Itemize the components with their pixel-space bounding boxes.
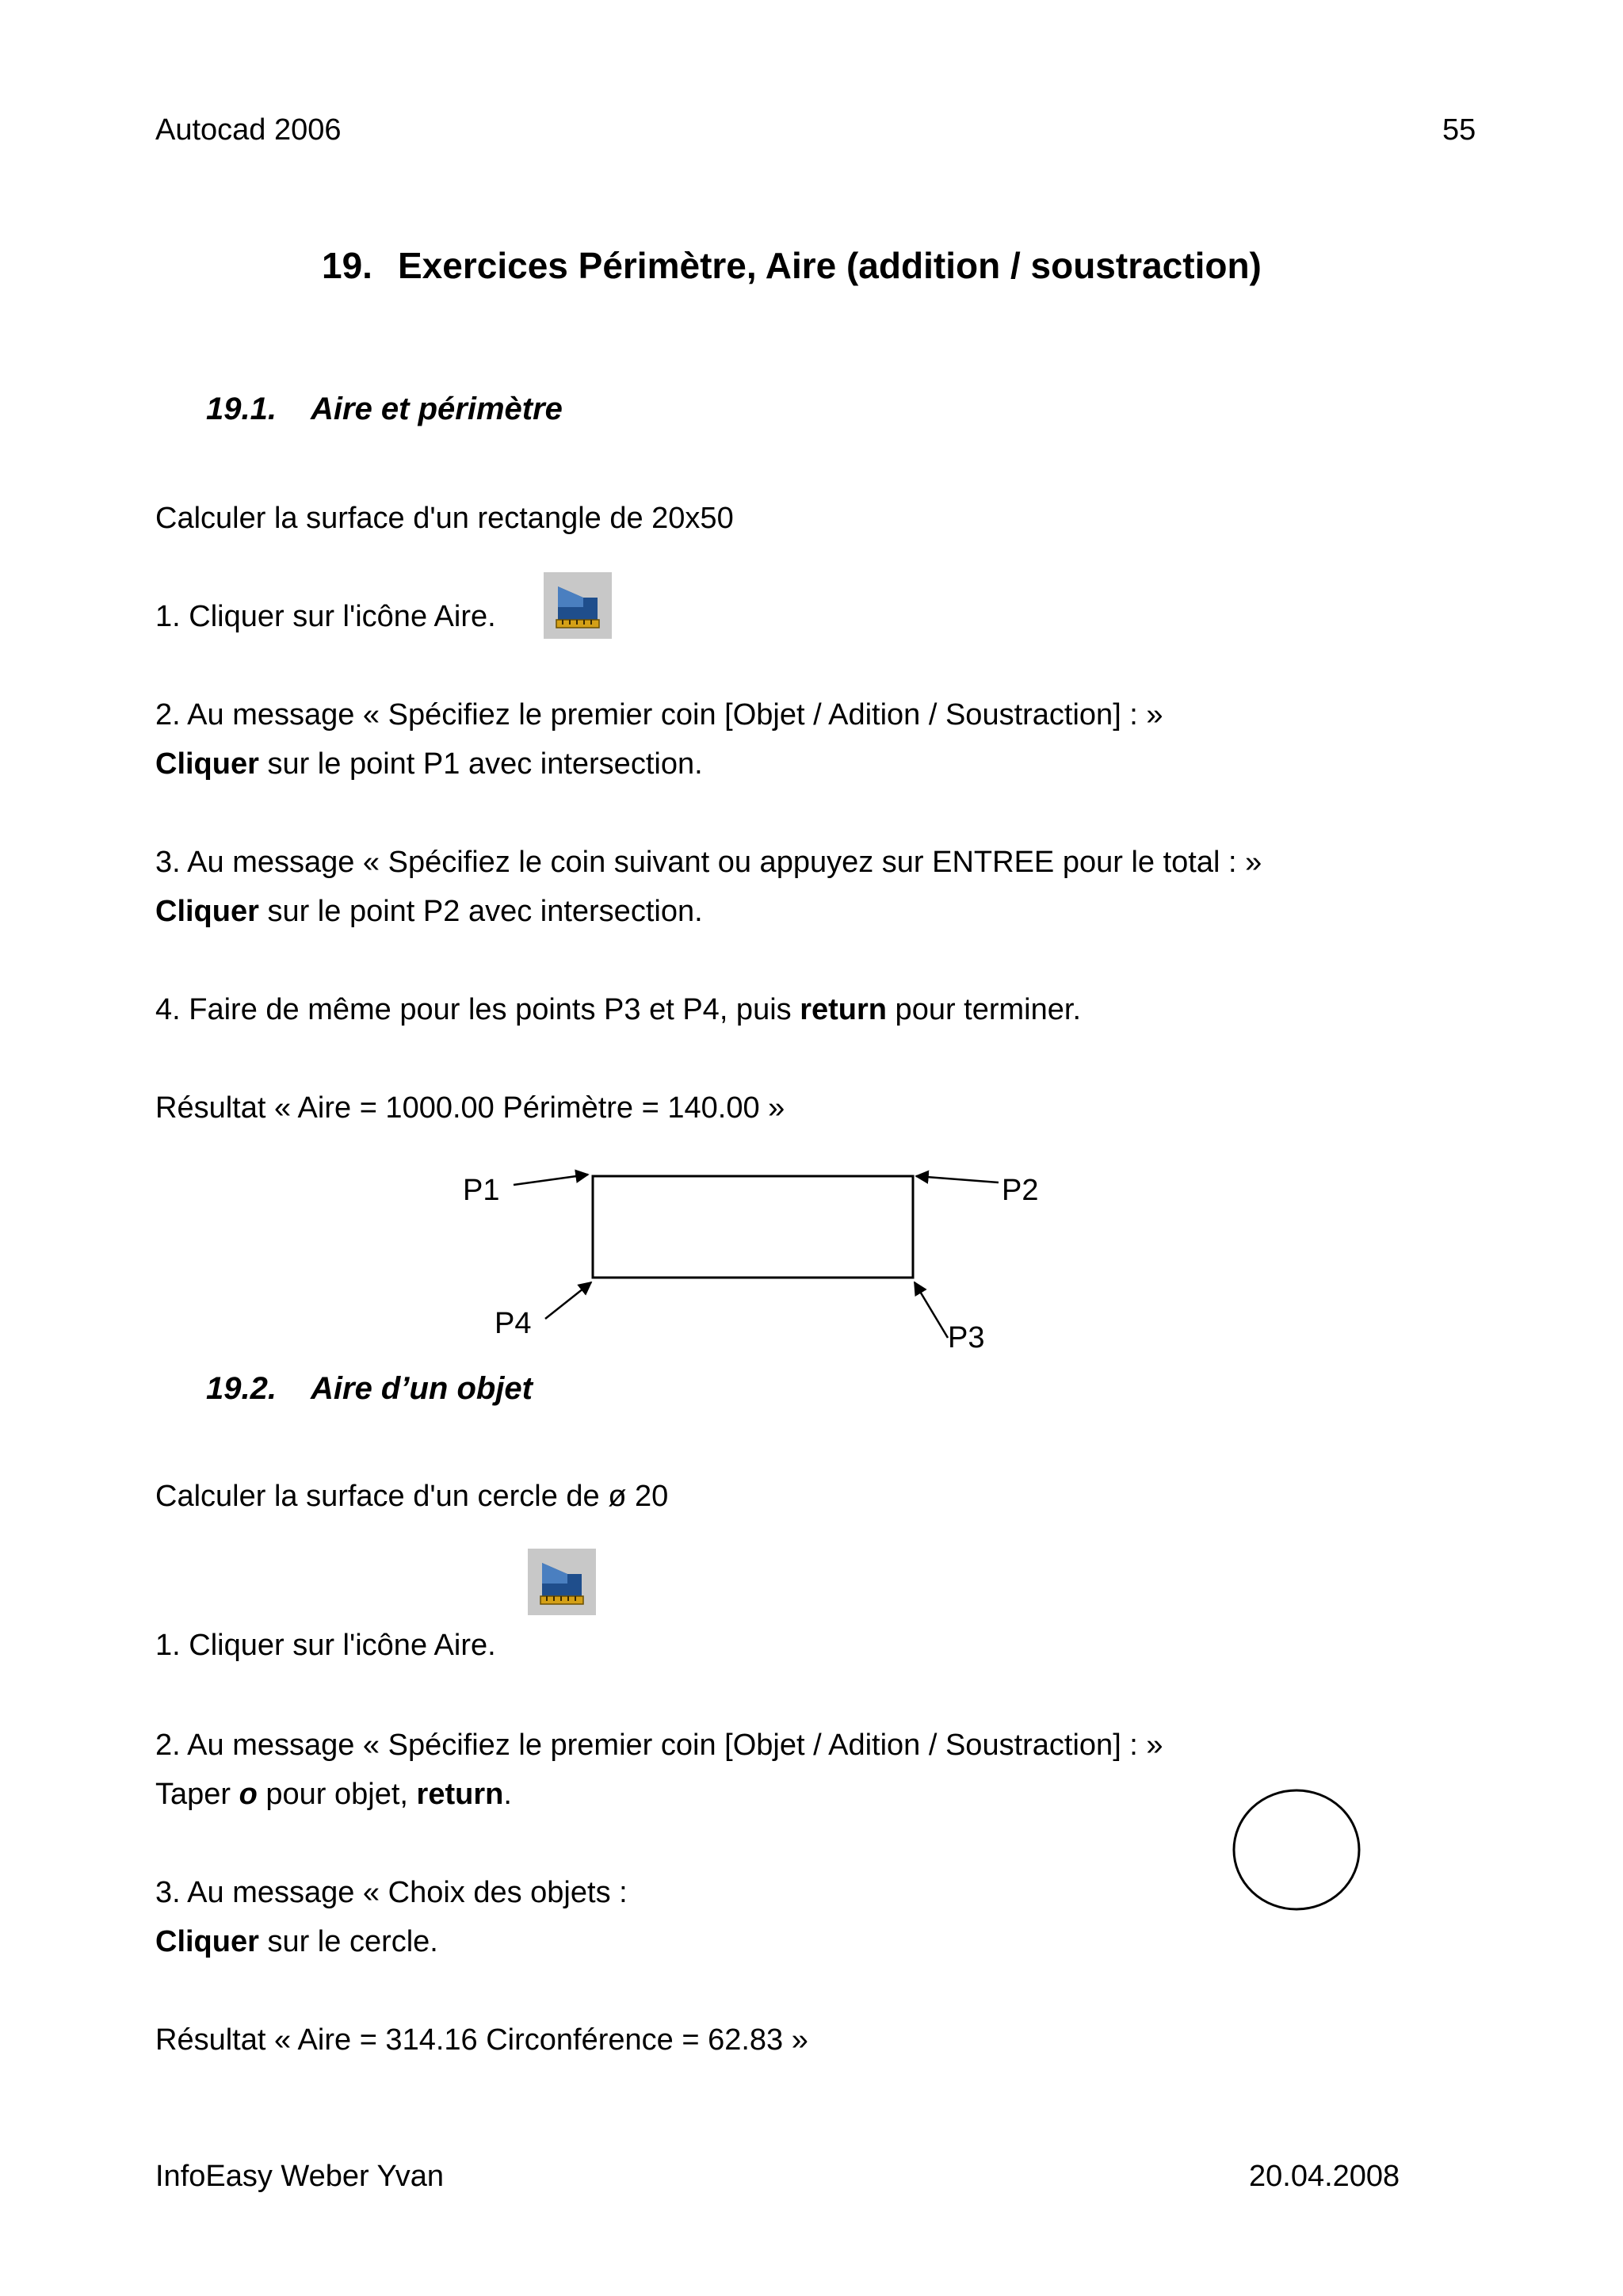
chapter-heading: [322, 244, 1262, 287]
bold-return: return: [800, 993, 887, 1026]
rectangle-20x50: [593, 1176, 913, 1278]
section-heading-19-2: [206, 1370, 533, 1408]
section1-result: Résultat « Aire = 1000.00 Périmètre = 140.00 »: [155, 1091, 785, 1125]
section1-step4: [155, 992, 1081, 1027]
step-text: .: [503, 1778, 512, 1811]
page-number: 55: [1442, 113, 1476, 147]
bold-verb: Cliquer: [155, 747, 259, 781]
section-title: Aire et périmètre: [311, 392, 563, 426]
step-text: sur le point P2 avec intersection.: [258, 895, 703, 928]
section-heading-19-1: [206, 390, 563, 428]
chapter-number: 19.: [322, 245, 372, 286]
label-p1: P1: [463, 1174, 500, 1207]
area-measure-icon[interactable]: [544, 572, 612, 639]
section2-step3-line2: [155, 1924, 438, 1959]
section2-intro: Calculer la surface d'un cercle de ø 20: [155, 1480, 669, 1513]
arrow-p2: [916, 1176, 999, 1182]
section-number: 19.2.: [206, 1371, 277, 1406]
section1-intro: Calculer la surface d'un rectangle de 20x50: [155, 502, 734, 535]
section1-step2-line2: [155, 747, 703, 781]
section2-result: Résultat « Aire = 314.16 Circonférence = 62.83 »: [155, 2023, 808, 2057]
bold-italic-o: o: [239, 1778, 258, 1811]
section1-step2-line1: 2. Au message « Spécifiez le premier coin [Objet / Adition / Soustraction] : »: [155, 698, 1163, 732]
section1-step1: 1. Cliquer sur l'icône Aire.: [155, 600, 496, 633]
label-p4: P4: [495, 1307, 532, 1340]
step-text: Taper: [155, 1778, 239, 1811]
step-text: sur le cercle.: [258, 1925, 438, 1958]
step-text: pour objet,: [257, 1778, 417, 1811]
bold-verb: Cliquer: [155, 895, 259, 928]
step-text: sur le point P1 avec intersection.: [258, 747, 703, 781]
step-text: 4. Faire de même pour les points P3 et P4, puis: [155, 993, 800, 1026]
step-text: pour terminer.: [887, 993, 1081, 1026]
section2-step1: 1. Cliquer sur l'icône Aire.: [155, 1629, 496, 1662]
footer-author: InfoEasy Weber Yvan: [155, 2160, 445, 2193]
section2-step3-line1: 3. Au message « Choix des objets :: [155, 1876, 628, 1909]
bold-verb: Cliquer: [155, 1925, 259, 1958]
arrow-p3: [915, 1282, 948, 1338]
footer-date: 20.04.2008: [1249, 2160, 1400, 2193]
bold-return: return: [416, 1778, 504, 1811]
section-number: 19.1.: [206, 392, 277, 426]
section-title: Aire d’un objet: [311, 1371, 533, 1406]
section1-step3-line1: 3. Au message « Spécifiez le coin suivant ou appuyez sur ENTREE pour le total : »: [155, 846, 1262, 879]
arrow-p4: [545, 1282, 591, 1319]
area-measure-icon[interactable]: [528, 1549, 596, 1615]
label-p3: P3: [948, 1321, 985, 1354]
section1-step3-line2: [155, 894, 703, 929]
header-title: Autocad 2006: [155, 113, 342, 147]
label-p2: P2: [1002, 1174, 1039, 1207]
chapter-title: Exercices Périmètre, Aire (addition / soustraction): [398, 245, 1262, 286]
circle-d20: [1234, 1790, 1359, 1909]
section2-step2-line1: 2. Au message « Spécifiez le premier coin [Objet / Adition / Soustraction] : »: [155, 1729, 1163, 1762]
section2-step2-line2: [155, 1777, 512, 1812]
arrow-p1: [514, 1175, 588, 1185]
